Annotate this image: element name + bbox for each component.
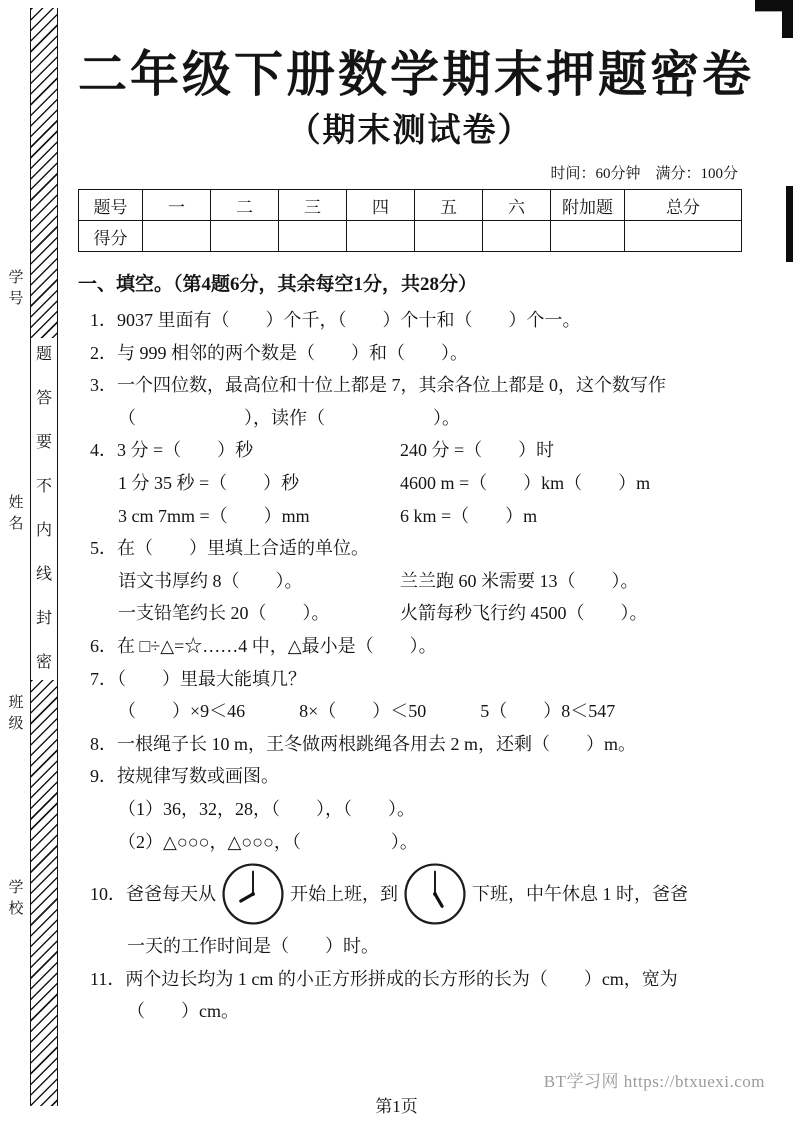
score-cell-empty (625, 221, 742, 252)
question-5-line-1: 5．在（ ）里填上合适的单位。 (90, 538, 369, 559)
question-4-row-3-left: 3 cm 7mm =（ ）mm (118, 505, 310, 526)
clock-end-time (403, 862, 467, 926)
seal-strip (30, 8, 58, 1106)
question-5-row-2-left: 一支铅笔约长 20（ ）。 (118, 603, 330, 624)
question-5-row-1 (78, 565, 742, 598)
seal-text (31, 338, 57, 680)
score-table-header-row (79, 190, 742, 221)
clock-center (251, 892, 255, 896)
score-cell-empty (279, 221, 347, 252)
footer-watermark: BT学习网 https://btxuexi.com (543, 1072, 765, 1091)
score-row-label: 得分 (79, 221, 143, 252)
seal-line-area (0, 0, 64, 1122)
score-table (78, 189, 742, 252)
seal-text-char: 内 (35, 522, 52, 539)
page-number: 第1页 (375, 1097, 418, 1116)
seal-text-char: 要 (35, 434, 52, 451)
question-6: 6．在 □÷△=☆……4 中，△最小是（ ）。 (90, 635, 437, 656)
student-name-label: 姓名 (8, 495, 24, 532)
score-header-cell: 一 (143, 190, 211, 221)
score-header-cell: 五 (415, 190, 483, 221)
score-cell-empty (211, 221, 279, 252)
question-7-line-2: （ ）×9＜46 8×（ ）＜50 5（ ）8＜547 (118, 701, 616, 722)
score-header-cell: 总分 (625, 190, 742, 221)
question-4-row-2-right: 4600 m =（ ）km（ ）m (400, 472, 651, 493)
score-header-cell: 六 (483, 190, 551, 221)
question-8: 8．一根绳子长 10 m，王冬做两根跳绳各用去 2 m，还剩（ ）m。 (90, 733, 637, 754)
question-5-row-2-right: 火箭每秒飞行约 4500（ ）。 (400, 603, 648, 624)
question-4-row-2 (78, 467, 742, 500)
scan-mark-edge (786, 186, 793, 262)
seal-text-char: 答 (35, 390, 52, 407)
scan-mark-corner (755, 0, 793, 38)
question-10-line-2: 一天的工作时间是（ ）时。 (127, 936, 379, 957)
hatch-pattern-bottom (31, 680, 57, 1106)
question-2: 2．与 999 相邻的两个数是（ ）和（ ）。 (90, 342, 468, 363)
question-4-row-3 (78, 500, 742, 533)
question-10-text-3: 下班，中午休息 1 时，爸爸 (472, 883, 688, 904)
score-header-cell: 三 (279, 190, 347, 221)
question-11-line-2: （ ）cm。 (127, 1001, 239, 1022)
question-11-line-1: 11．两个边长均为 1 cm 的小正方形拼成的长方形的长为（ ）cm，宽为 (90, 968, 678, 989)
score-cell-empty (551, 221, 625, 252)
score-header-cell: 四 (347, 190, 415, 221)
question-7-line-1: 7．（ ）里最大能填几？ (90, 668, 306, 689)
seal-text-char: 密 (35, 654, 52, 671)
score-cell-empty (483, 221, 551, 252)
question-4-row-3-right: 6 km =（ ）m (400, 505, 538, 526)
score-table-score-row (79, 221, 742, 252)
question-4-row-2-left: 1 分 35 秒 =（ ）秒 (118, 472, 300, 493)
questions-list (78, 304, 742, 1028)
question-3-line-1: 3．一个四位数，最高位和十位上都是 7，其余各位上都是 0，这个数写作 (90, 375, 666, 396)
score-header-cell: 题号 (79, 190, 143, 221)
question-10-text-1: 10．爸爸每天从 (90, 883, 216, 904)
score-cell-empty (415, 221, 483, 252)
score-header-cell: 附加题 (551, 190, 625, 221)
section-one-heading: 一、填空。（第4题6分，其余每空1分，共28分） (78, 274, 478, 295)
question-10-text-2: 开始上班，到 (290, 883, 398, 904)
question-5-row-1-left: 语文书厚约 8（ ）。 (118, 570, 303, 591)
exam-title: 二年级下册数学期末押题密卷 (78, 47, 755, 102)
clock-center (433, 892, 437, 896)
question-10-line-1 (78, 858, 742, 930)
question-4-row-1-right: 240 分 =（ ）时 (400, 440, 555, 461)
hatch-pattern-top (31, 8, 57, 338)
question-9-line-2: （1）36，32，28，（ ），（ ）。 (118, 798, 415, 819)
seal-text-char: 题 (35, 346, 52, 363)
school-label: 学校 (8, 880, 24, 917)
clock-start-time (221, 862, 285, 926)
class-label: 班级 (8, 695, 24, 732)
question-9-line-1: 9．按规律写数或画图。 (90, 766, 279, 787)
question-4-row-1-left: 4．3 分 =（ ）秒 (90, 440, 254, 461)
exam-subtitle: （期末测试卷） (287, 113, 533, 149)
score-cell-empty (347, 221, 415, 252)
seal-text-char: 线 (35, 566, 52, 583)
question-4-row-1 (78, 434, 742, 467)
score-cell-empty (143, 221, 211, 252)
question-9-line-3: （2）△○○○，△○○○，（ ）。 (118, 831, 418, 852)
question-5-row-1-right: 兰兰跑 60 米需要 13（ ）。 (400, 570, 639, 591)
time-score-info: 时间：60分钟 满分：100分 (550, 166, 738, 182)
seal-text-char: 封 (35, 610, 52, 627)
seal-text-char: 不 (35, 478, 52, 495)
question-5-row-2 (78, 597, 742, 630)
student-number-label: 学号 (8, 270, 24, 307)
exam-content (78, 34, 755, 1028)
question-1: 1．9037 里面有（ ）个千，（ ）个十和（ ）个一。 (90, 310, 581, 330)
score-header-cell: 二 (211, 190, 279, 221)
question-3-line-2: （ ），读作（ ）。 (118, 407, 460, 428)
